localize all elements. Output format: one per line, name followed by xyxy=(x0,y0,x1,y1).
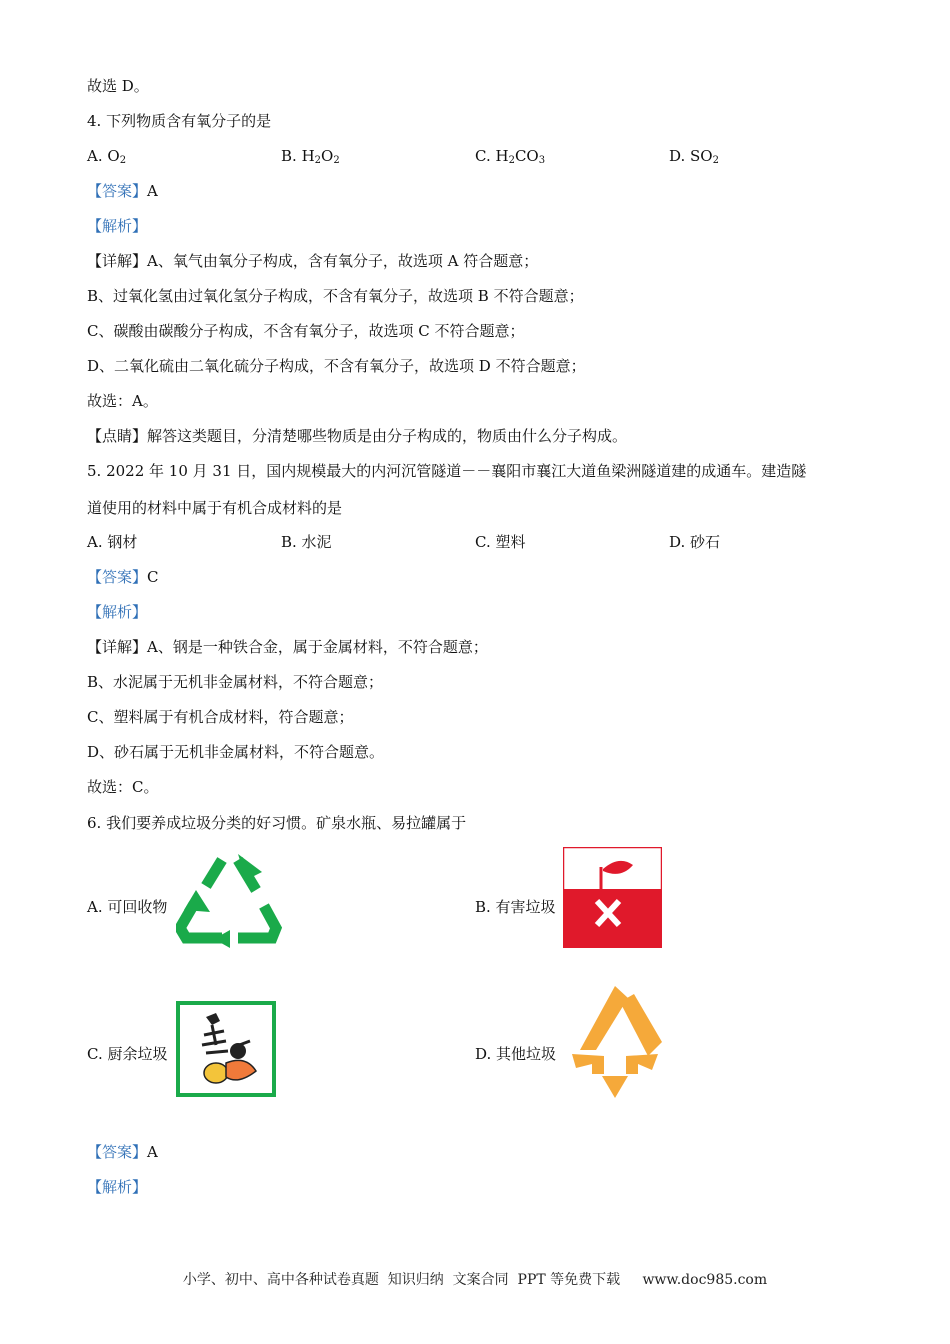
q4-analysis-tag: 【解析】 xyxy=(87,217,148,235)
q5-option-c: C. 塑料 xyxy=(475,533,526,551)
q6-analysis-tag: 【解析】 xyxy=(87,1178,148,1196)
q4-stem: 4. 下列物质含有氧分子的是 xyxy=(87,112,272,130)
q4-option-d: D. $SO_2$ xyxy=(669,147,719,166)
q4-answer: 【答案】A xyxy=(87,182,158,200)
q5-analysis-tag: 【解析】 xyxy=(87,603,148,621)
q5-detail-line-1: 【详解】A、钢是一种铁合金，属于金属材料，不符合题意； xyxy=(87,638,488,656)
q5-conclusion: 故选：C。 xyxy=(87,778,159,796)
answer-tag: 【答案】 xyxy=(87,568,148,586)
q5-option-b: B. 水泥 xyxy=(281,533,332,551)
q4-detail-line-3: C、碳酸由碳酸分子构成，不含有氧分子，故选项 C 不符合题意； xyxy=(87,322,525,340)
q5-detail-line-2: B、水泥属于无机非金属材料，不符合题意； xyxy=(87,673,384,691)
q5-option-a: A. 钢材 xyxy=(87,533,138,551)
q6-stem: 6. 我们要养成垃圾分类的好习惯。矿泉水瓶、易拉罐属于 xyxy=(87,814,467,832)
detail-tag: 【详解】 xyxy=(87,252,148,270)
q5-stem-line-1: 5. 2022 年 10 月 31 日，国内规模最大的内河沉管隧道－－襄阳市襄江大道鱼梁洲隧道建的成通车。建造隧 xyxy=(87,462,807,480)
q4-option-b: B. $H_2O_2$ xyxy=(281,147,340,166)
answer-tag: 【答案】 xyxy=(87,1143,148,1161)
q4-detail-line-4: D、二氧化硫由二氧化硫分子构成，不含有氧分子，故选项 D 不符合题意； xyxy=(87,357,586,375)
q6-option-d-label: D. 其他垃圾 xyxy=(475,1045,557,1063)
q6-option-c-label: C. 厨余垃圾 xyxy=(87,1045,168,1063)
q4-detail-line-2: B、过氧化氢由过氧化氢分子构成，不含有氧分子，故选项 B 不符合题意； xyxy=(87,287,584,305)
other-waste-icon xyxy=(566,984,664,1100)
detail-tag: 【详解】 xyxy=(87,638,148,656)
q5-answer: 【答案】C xyxy=(87,568,159,586)
q4-conclusion: 故选：A。 xyxy=(87,392,158,410)
recycle-icon xyxy=(176,850,286,950)
q6-answer: 【答案】A xyxy=(87,1143,158,1161)
q5-option-d: D. 砂石 xyxy=(669,533,721,551)
page-footer: 小学、初中、高中各种试卷真题 知识归纳 文案合同 PPT 等免费下载 www.doc985.com xyxy=(182,1272,768,1288)
comment-tag: 【点睛】 xyxy=(87,427,148,445)
hazardous-waste-icon xyxy=(563,847,662,948)
q3-conclusion: 故选 D。 xyxy=(87,77,149,95)
q4-option-a: A. $O_2$ xyxy=(87,147,127,166)
q6-option-b-label: B. 有害垃圾 xyxy=(475,898,556,916)
q5-detail-line-3: C、塑料属于有机合成材料，符合题意； xyxy=(87,708,354,726)
kitchen-waste-icon xyxy=(176,1001,276,1097)
q5-detail-line-4: D、砂石属于无机非金属材料，不符合题意。 xyxy=(87,743,385,761)
q4-comment: 【点睛】解答这类题目，分清楚哪些物质是由分子构成的，物质由什么分子构成。 xyxy=(87,427,628,445)
q6-option-a-label: A. 可回收物 xyxy=(87,898,168,916)
answer-tag: 【答案】 xyxy=(87,182,148,200)
q4-detail-line-1: 【详解】A、氧气由氧分子构成，含有氧分子，故选项 A 符合题意； xyxy=(87,252,539,270)
q5-stem-line-2: 道使用的材料中属于有机合成材料的是 xyxy=(87,499,343,517)
q4-option-c: C. $H_2CO_3$ xyxy=(475,147,546,166)
